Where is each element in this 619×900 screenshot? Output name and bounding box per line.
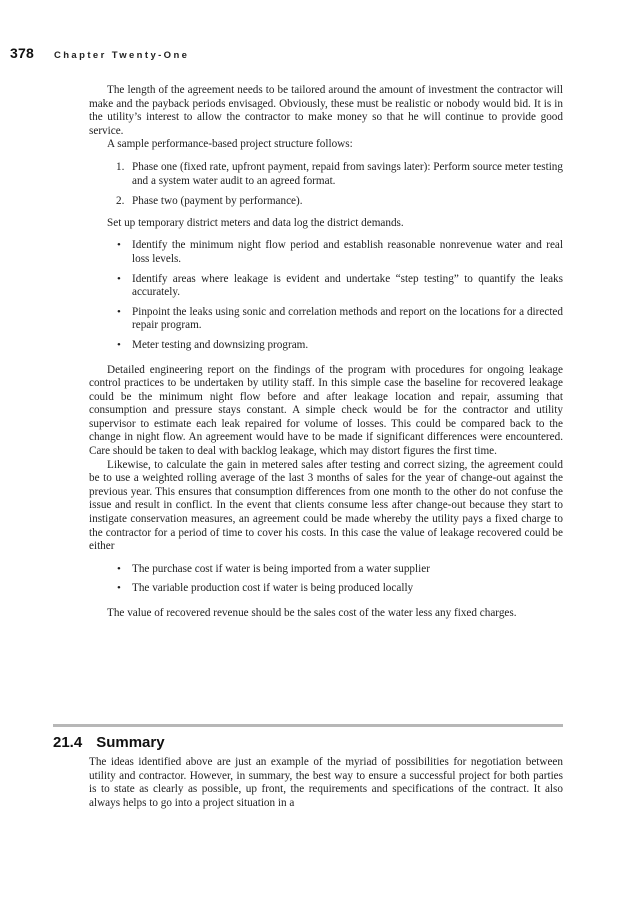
page-number: 378	[10, 45, 34, 61]
list-item-text: Identify areas where leakage is evident and undertake “step testing” to quantify the leaks accurately.	[132, 272, 563, 299]
cost-bullet-list	[89, 563, 563, 596]
list-number: 2.	[116, 195, 125, 208]
summary-text	[89, 756, 563, 810]
list-item-text: Identify the minimum night flow period and establish reasonable nonrevenue water and real loss levels.	[132, 239, 563, 265]
section-title: Summary	[96, 734, 165, 751]
paragraph-engineering-report: Detailed engineering report on the findings of the program with procedures for ongoing leakage control practices to be undertaken by utility staff. In this simple case the baseline for recovered leakage could be the minimum night flow before and after leakage location and repair, assuming that consumption and pressure stays constant. A simple check would be for the contractor and utility supervisor to estimate each leak repaired for volume of losses. This could be compared back to the change in night flow. An agreement would have to be made if significant differences were encountered. Care should be taken to deal with backlog leakage, which may distort figures the first time.	[89, 363, 563, 458]
bullet-icon: •	[117, 239, 121, 252]
paragraph-setup: Set up temporary district meters and data log the district demands.	[107, 216, 404, 229]
paragraph-recovered-revenue: The value of recovered revenue should be the sales cost of the water less any fixed charges.	[107, 607, 517, 619]
section-heading	[53, 734, 165, 751]
task-bullet-list	[89, 239, 563, 352]
list-item	[89, 563, 563, 577]
section-divider	[53, 724, 563, 727]
chapter-title: Chapter Twenty-One	[53, 50, 190, 61]
phase-list	[89, 161, 563, 209]
list-item	[89, 273, 563, 300]
list-item	[89, 161, 563, 188]
list-item-text: The variable production cost if water is being produced locally	[132, 582, 414, 595]
list-item-text: The purchase cost if water is being imported from a water supplier	[132, 562, 430, 575]
list-item	[89, 306, 563, 333]
bullet-icon: •	[117, 338, 121, 351]
bullet-icon: •	[117, 582, 121, 595]
bullet-icon: •	[117, 562, 121, 575]
list-item	[89, 239, 563, 266]
paragraph-sample-structure: A sample performance-based project structure follows:	[107, 138, 353, 151]
list-item-text: Phase two (payment by performance).	[132, 195, 303, 208]
main-text	[89, 84, 563, 621]
paragraph-metered-sales: Likewise, to calculate the gain in metered sales after testing and correct sizing, the agreement could be to use a weighted rolling average of the last 3 months of sales for the year of change-out against the previous year. This ensures that consumption differences from one month to the other do not confuse the issue and result in conflict. In the event that clients consume less after change-out because they start to instigate conservation measures, an agreement could be made whereby the utility pays a fixed charge to the contractor for a period of time to cover his costs. In this case the value of leakage recovered could be either	[89, 458, 563, 553]
paragraph-agreement-length: The length of the agreement needs to be tailored around the amount of investment the contractor will make and the payback periods envisaged. Obviously, these must be realistic or nobody would bid. It is in the utility’s interest to allow the contractor to make money so that he will continue to provide good service.	[89, 84, 563, 137]
section-number: 21.4	[53, 734, 83, 751]
list-item-text: Meter testing and downsizing program.	[132, 338, 309, 351]
bullet-icon: •	[117, 272, 121, 285]
list-item	[89, 339, 563, 353]
list-item	[89, 195, 563, 209]
bullet-icon: •	[117, 305, 121, 318]
paragraph-summary: The ideas identified above are just an example of the myriad of possibilities for negotiation between utility and contractor. However, in summary, the best way to ensure a successful project for both parties is to state as clearly as possible, up front, the requirements and specifications of the contract. It also always helps to go into a project situation in a	[89, 756, 563, 809]
list-item	[89, 582, 563, 596]
running-header	[10, 45, 189, 65]
list-number: 1.	[116, 160, 125, 173]
list-item-text: Phase one (fixed rate, upfront payment, repaid from savings later): Perform source meter testing and a system water audit to an agreed format.	[132, 160, 563, 187]
list-item-text: Pinpoint the leaks using sonic and correlation methods and report on the locations for a directed repair program.	[132, 305, 563, 332]
